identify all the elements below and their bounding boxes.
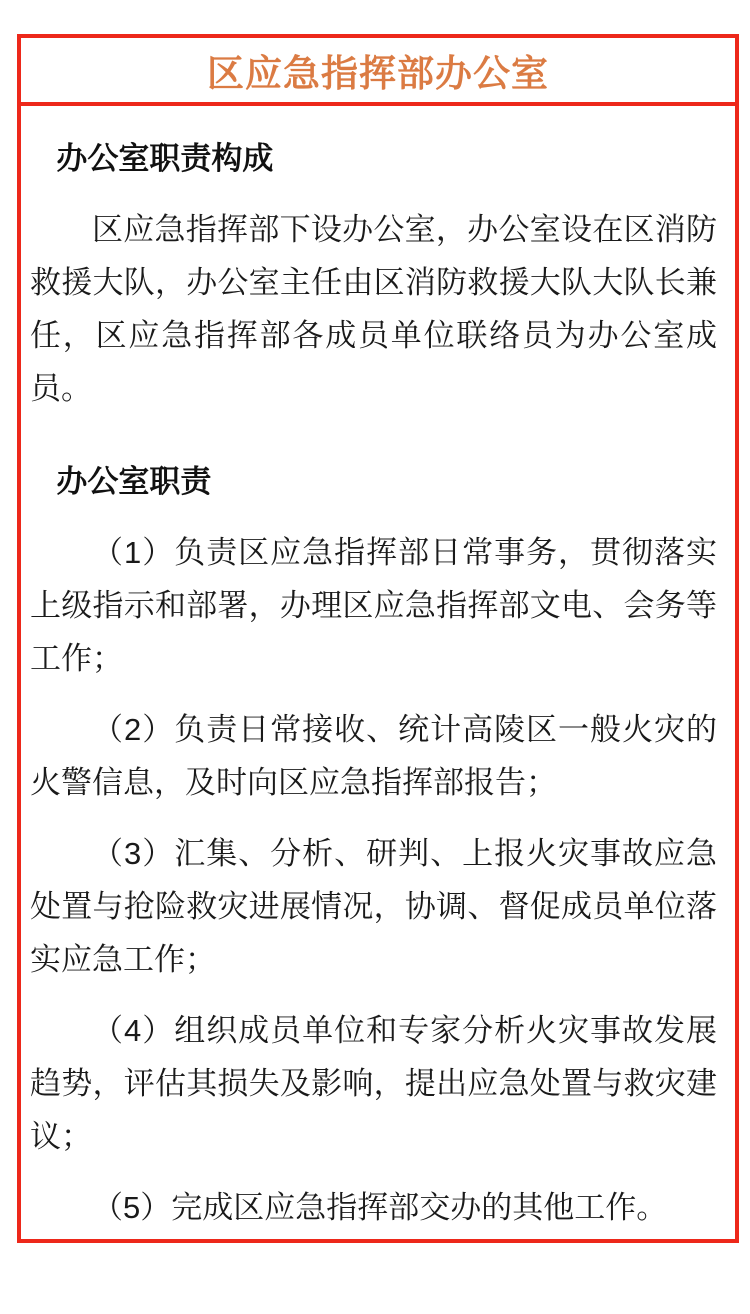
card-header — [21, 38, 735, 106]
duty-item-2: （2）负责日常接收、统计高陵区一般火灾的火警信息，及时向区应急指挥部报告； — [30, 712, 717, 800]
section-heading-composition: 办公室职责构成 — [56, 141, 274, 176]
card-body — [21, 106, 735, 1234]
duty-item-3: （3）汇集、分析、研判、上报火灾事故应急处置与抢险救灾进展情况，协调、督促成员单位落实应急工作； — [30, 836, 717, 977]
document-card — [17, 34, 739, 1243]
section-heading-duties: 办公室职责 — [56, 464, 212, 499]
composition-paragraph: 区应急指挥部下设办公室，办公室设在区消防救援大队，办公室主任由区消防救援大队大队长兼任，区应急指挥部各成员单位联络员为办公室成员。 — [30, 212, 717, 406]
duty-item-1: （1）负责区应急指挥部日常事务，贯彻落实上级指示和部署，办理区应急指挥部文电、会务等工作； — [30, 535, 717, 676]
page-title: 区应急指挥部办公室 — [207, 53, 549, 94]
duty-item-4: （4）组织成员单位和专家分析火灾事故发展趋势，评估其损失及影响，提出应急处置与救灾建议； — [30, 1013, 717, 1154]
duty-item-5: （5）完成区应急指挥部交办的其他工作。 — [92, 1190, 668, 1225]
